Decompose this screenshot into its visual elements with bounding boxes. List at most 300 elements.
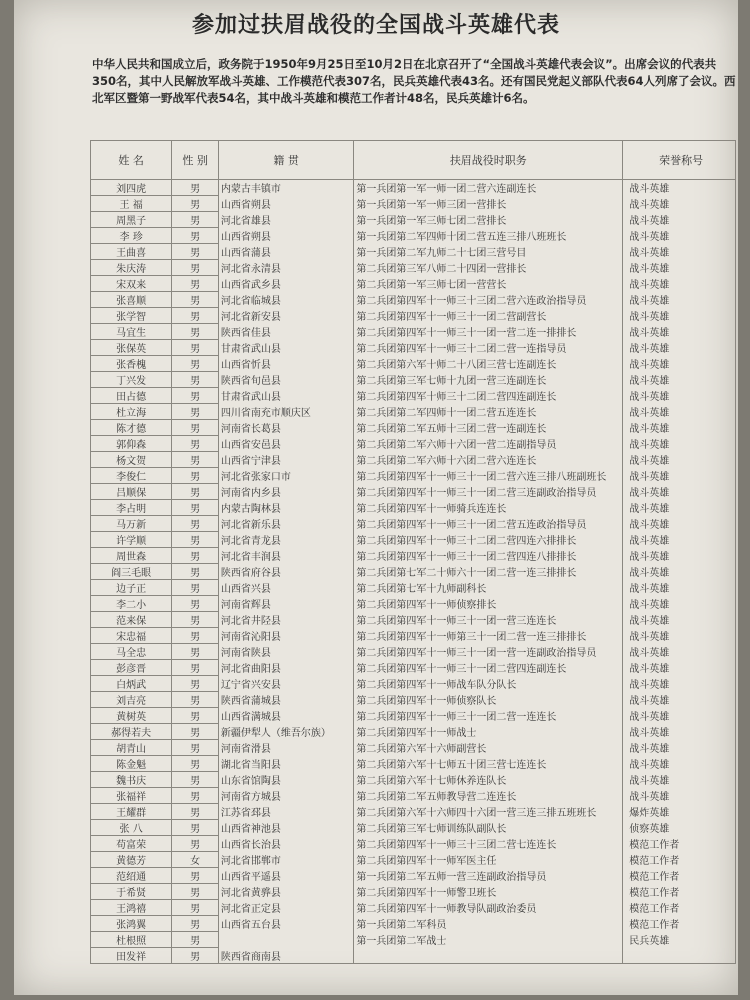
cell-honor: 战斗英雄	[623, 580, 736, 596]
cell-place: 新疆伊犁人（维吾尔族）	[218, 724, 354, 740]
table-row	[91, 804, 736, 820]
cell-honor: 战斗英雄	[623, 548, 736, 564]
table-row	[91, 228, 736, 244]
cell-honor: 战斗英雄	[623, 516, 736, 532]
cell-sex: 男	[172, 932, 219, 948]
cell-honor: 战斗英雄	[623, 404, 736, 420]
cell-duty: 第二兵团第六军十七师五十团三营七连连长	[354, 756, 623, 772]
cell-honor: 战斗英雄	[623, 660, 736, 676]
cell-honor: 战斗英雄	[623, 468, 736, 484]
cell-sex: 男	[172, 420, 219, 436]
cell-place: 河北省井陉县	[218, 612, 354, 628]
cell-duty: 第二兵团第四军十师三十二团二营四连副连长	[354, 388, 623, 404]
cell-sex: 男	[172, 820, 219, 836]
cell-sex: 男	[172, 196, 219, 212]
cell-place: 河北省新乐县	[218, 516, 354, 532]
cell-honor: 战斗英雄	[623, 276, 736, 292]
table-row	[91, 836, 736, 852]
cell-place: 甘肃省武山县	[218, 388, 354, 404]
exhibit-sheet	[14, 0, 738, 995]
cell-duty: 第一兵团第一军一师三团一营排长	[354, 196, 623, 212]
table-row	[91, 580, 736, 596]
cell-duty: 第二兵团第二军六师十六团一营二连副指导员	[354, 436, 623, 452]
cell-sex: 男	[172, 548, 219, 564]
cell-honor: 战斗英雄	[623, 772, 736, 788]
cell-duty: 第一兵团第二军科员	[354, 916, 623, 932]
header-place: 籍 贯	[218, 141, 354, 180]
cell-name: 黄树英	[91, 708, 172, 724]
cell-duty: 第二兵团第二军五师教导营二连连长	[354, 788, 623, 804]
cell-sex: 男	[172, 532, 219, 548]
cell-place: 山西省兴县	[218, 580, 354, 596]
cell-name: 彭彦晋	[91, 660, 172, 676]
table-row	[91, 564, 736, 580]
table-row	[91, 772, 736, 788]
cell-place: 河北省永清县	[218, 260, 354, 276]
table-row	[91, 356, 736, 372]
intro-paragraph	[92, 56, 737, 107]
cell-name: 张学智	[91, 308, 172, 324]
cell-sex: 男	[172, 340, 219, 356]
cell-name: 苟富荣	[91, 836, 172, 852]
cell-honor: 战斗英雄	[623, 196, 736, 212]
cell-name: 陈金魁	[91, 756, 172, 772]
cell-place: 陕西省佳县	[218, 324, 354, 340]
cell-name: 张香槐	[91, 356, 172, 372]
cell-place: 山西省安邑县	[218, 436, 354, 452]
cell-duty: 第一兵团第二军五师一营三连副政治指导员	[354, 868, 623, 884]
cell-sex: 男	[172, 708, 219, 724]
table-row	[91, 324, 736, 340]
cell-honor: 战斗英雄	[623, 628, 736, 644]
cell-sex: 男	[172, 564, 219, 580]
cell-duty: 第一兵团第二军四师十团二营五连三排八班班长	[354, 228, 623, 244]
cell-sex: 男	[172, 276, 219, 292]
cell-name: 丁兴发	[91, 372, 172, 388]
cell-duty: 第二兵团第四军十一师教导队副政治委员	[354, 900, 623, 916]
cell-place: 河南省辉县	[218, 596, 354, 612]
cell-duty: 第二兵团第六军十师二十八团三营七连副连长	[354, 356, 623, 372]
table-row	[91, 292, 736, 308]
cell-place: 山东省馆陶县	[218, 772, 354, 788]
cell-sex: 男	[172, 516, 219, 532]
cell-name: 宋忠福	[91, 628, 172, 644]
cell-honor	[623, 948, 736, 964]
table-row	[91, 532, 736, 548]
cell-honor: 战斗英雄	[623, 692, 736, 708]
cell-duty: 第二兵团第四军十一师三十一团二营五连政治指导员	[354, 516, 623, 532]
cell-name: 王 福	[91, 196, 172, 212]
cell-place: 河北省临城县	[218, 292, 354, 308]
cell-sex: 男	[172, 324, 219, 340]
cell-place: 甘肃省武山县	[218, 340, 354, 356]
cell-place: 陕西省旬邑县	[218, 372, 354, 388]
cell-place: 河北省新安县	[218, 308, 354, 324]
cell-honor: 战斗英雄	[623, 484, 736, 500]
cell-honor: 战斗英雄	[623, 756, 736, 772]
cell-duty: 第二兵团第六军十六师四十六团一营三连三排五班班长	[354, 804, 623, 820]
cell-honor: 模范工作者	[623, 836, 736, 852]
cell-place: 湖北省当阳县	[218, 756, 354, 772]
cell-name: 朱庆涛	[91, 260, 172, 276]
cell-duty: 第二兵团第四军十一师战车队分队长	[354, 676, 623, 692]
cell-sex: 男	[172, 244, 219, 260]
table-row	[91, 740, 736, 756]
cell-honor: 模范工作者	[623, 884, 736, 900]
cell-place: 四川省南充市顺庆区	[218, 404, 354, 420]
cell-duty: 第二兵团第四军十一师三十一团二营三连副政治指导员	[354, 484, 623, 500]
cell-duty: 第二兵团第六军十七师休养连队长	[354, 772, 623, 788]
cell-name: 许学顺	[91, 532, 172, 548]
cell-sex: 男	[172, 388, 219, 404]
cell-sex: 男	[172, 900, 219, 916]
cell-duty: 第二兵团第四军十一师三十一团一营一连副政治指导员	[354, 644, 623, 660]
cell-sex: 男	[172, 692, 219, 708]
cell-sex: 男	[172, 500, 219, 516]
cell-sex: 男	[172, 740, 219, 756]
cell-place: 山西省蒲县	[218, 244, 354, 260]
cell-sex: 男	[172, 468, 219, 484]
cell-sex: 男	[172, 836, 219, 852]
cell-name: 杜立海	[91, 404, 172, 420]
cell-duty: 第二兵团第四军十一师三十三团二营七连连长	[354, 836, 623, 852]
table-row	[91, 260, 736, 276]
table-row	[91, 420, 736, 436]
cell-sex: 男	[172, 628, 219, 644]
table-row	[91, 500, 736, 516]
cell-honor: 战斗英雄	[623, 708, 736, 724]
cell-name: 王曲喜	[91, 244, 172, 260]
cell-sex: 男	[172, 772, 219, 788]
cell-honor: 战斗英雄	[623, 356, 736, 372]
cell-name: 马万新	[91, 516, 172, 532]
cell-name: 范来保	[91, 612, 172, 628]
cell-honor: 战斗英雄	[623, 500, 736, 516]
table-row	[91, 436, 736, 452]
table-row	[91, 868, 736, 884]
cell-honor: 模范工作者	[623, 916, 736, 932]
cell-name: 范绍通	[91, 868, 172, 884]
table-row	[91, 548, 736, 564]
cell-honor: 战斗英雄	[623, 308, 736, 324]
table-row	[91, 948, 736, 964]
cell-duty: 第二兵团第四军十一师军医主任	[354, 852, 623, 868]
cell-place: 山西省朔县	[218, 196, 354, 212]
cell-honor: 战斗英雄	[623, 724, 736, 740]
cell-name: 宋双来	[91, 276, 172, 292]
cell-sex: 男	[172, 580, 219, 596]
table-row	[91, 852, 736, 868]
cell-sex: 男	[172, 868, 219, 884]
cell-duty: 第二兵团第四军十一师战士	[354, 724, 623, 740]
cell-place: 河南省内乡县	[218, 484, 354, 500]
table-row	[91, 644, 736, 660]
cell-honor: 战斗英雄	[623, 644, 736, 660]
cell-place: 山西省忻县	[218, 356, 354, 372]
cell-name: 周黑子	[91, 212, 172, 228]
cell-duty: 第二兵团第三军八师二十四团一营排长	[354, 260, 623, 276]
table-row	[91, 628, 736, 644]
cell-sex: 男	[172, 372, 219, 388]
table-row	[91, 884, 736, 900]
cell-duty: 第一兵团第一军三师七团二营排长	[354, 212, 623, 228]
cell-name: 杜根照	[91, 932, 172, 948]
cell-place: 河北省曲阳县	[218, 660, 354, 676]
table-row	[91, 372, 736, 388]
cell-place	[218, 932, 354, 948]
cell-name: 张喜顺	[91, 292, 172, 308]
cell-name: 黄德芳	[91, 852, 172, 868]
table-row	[91, 660, 736, 676]
cell-honor: 战斗英雄	[623, 388, 736, 404]
cell-name: 郭仰森	[91, 436, 172, 452]
cell-sex: 男	[172, 660, 219, 676]
cell-name: 白炳武	[91, 676, 172, 692]
cell-place: 河北省雄县	[218, 212, 354, 228]
cell-name: 周世森	[91, 548, 172, 564]
cell-name: 杨文贺	[91, 452, 172, 468]
cell-place: 河南省长葛县	[218, 420, 354, 436]
cell-name: 阎三毛眼	[91, 564, 172, 580]
cell-duty: 第一兵团第二军九师二十七团三营号目	[354, 244, 623, 260]
table-row	[91, 724, 736, 740]
cell-name: 王鸿禧	[91, 900, 172, 916]
header-sex: 性 别	[172, 141, 219, 180]
cell-duty: 第二兵团第四军十一师三十一团二营四连八排排长	[354, 548, 623, 564]
cell-duty: 第二兵团第四军十一师三十三团二营六连政治指导员	[354, 292, 623, 308]
page-title: 参加过扶眉战役的全国战斗英雄代表	[191, 13, 560, 38]
cell-honor: 战斗英雄	[623, 436, 736, 452]
table-row	[91, 276, 736, 292]
cell-name: 陈才德	[91, 420, 172, 436]
cell-sex: 男	[172, 676, 219, 692]
table-row	[91, 452, 736, 468]
cell-name: 李俊仁	[91, 468, 172, 484]
table-row	[91, 196, 736, 212]
cell-place: 河南省滑县	[218, 740, 354, 756]
cell-place: 陕西省蒲城县	[218, 692, 354, 708]
cell-honor: 模范工作者	[623, 852, 736, 868]
cell-name: 张 八	[91, 820, 172, 836]
cell-place: 河北省正定县	[218, 900, 354, 916]
table-row	[91, 308, 736, 324]
cell-honor: 战斗英雄	[623, 532, 736, 548]
cell-name: 边子正	[91, 580, 172, 596]
cell-sex: 男	[172, 292, 219, 308]
cell-place: 山西省朔县	[218, 228, 354, 244]
cell-place: 山西省长治县	[218, 836, 354, 852]
cell-place: 辽宁省兴安县	[218, 676, 354, 692]
cell-name: 吕顺保	[91, 484, 172, 500]
cell-name: 马全忠	[91, 644, 172, 660]
cell-duty: 第二兵团第一军三师七团一营营长	[354, 276, 623, 292]
cell-name: 马宜生	[91, 324, 172, 340]
cell-duty: 第一兵团第一军一师一团二营六连副连长	[354, 180, 623, 196]
cell-duty: 第二兵团第四军十一师警卫班长	[354, 884, 623, 900]
header-honor: 荣誉称号	[623, 141, 736, 180]
header-name: 姓 名	[91, 141, 172, 180]
cell-sex: 男	[172, 228, 219, 244]
cell-sex: 男	[172, 452, 219, 468]
cell-duty: 第二兵团第二军四师十一团二营五连连长	[354, 404, 623, 420]
cell-sex: 男	[172, 212, 219, 228]
cell-honor: 战斗英雄	[623, 420, 736, 436]
cell-sex: 男	[172, 804, 219, 820]
cell-place: 陕西省府谷县	[218, 564, 354, 580]
table-row	[91, 756, 736, 772]
cell-honor: 战斗英雄	[623, 292, 736, 308]
cell-honor: 战斗英雄	[623, 324, 736, 340]
cell-sex: 男	[172, 788, 219, 804]
cell-honor: 民兵英雄	[623, 932, 736, 948]
table-row	[91, 788, 736, 804]
cell-sex: 男	[172, 756, 219, 772]
cell-name: 郝得若夫	[91, 724, 172, 740]
cell-duty: 第二兵团第四军十一师侦察排长	[354, 596, 623, 612]
cell-sex: 男	[172, 948, 219, 964]
cell-place: 河北省张家口市	[218, 468, 354, 484]
cell-sex: 男	[172, 916, 219, 932]
cell-honor: 模范工作者	[623, 868, 736, 884]
cell-place: 内蒙古丰镇市	[218, 180, 354, 196]
cell-duty: 第二兵团第二军五师十三团二营一连副连长	[354, 420, 623, 436]
cell-place: 河北省青龙县	[218, 532, 354, 548]
cell-honor: 战斗英雄	[623, 244, 736, 260]
cell-place: 内蒙古陶林县	[218, 500, 354, 516]
cell-sex: 男	[172, 644, 219, 660]
cell-sex: 男	[172, 596, 219, 612]
cell-duty: 第二兵团第二军六师十六团二营六连连长	[354, 452, 623, 468]
cell-honor: 战斗英雄	[623, 180, 736, 196]
cell-duty: 第二兵团第四军十一师三十一团二营副营长	[354, 308, 623, 324]
cell-sex: 男	[172, 308, 219, 324]
cell-duty: 第二兵团第三军七师训练队副队长	[354, 820, 623, 836]
table-row	[91, 692, 736, 708]
cell-duty: 第二兵团第四军十一师第三十一团二营一连三排排长	[354, 628, 623, 644]
cell-place: 山西省宁津县	[218, 452, 354, 468]
cell-sex: 男	[172, 724, 219, 740]
table-row	[91, 340, 736, 356]
cell-name: 李 珍	[91, 228, 172, 244]
table-row	[91, 468, 736, 484]
table-row	[91, 676, 736, 692]
cell-sex: 男	[172, 436, 219, 452]
cell-name: 田发祥	[91, 948, 172, 964]
cell-sex: 男	[172, 884, 219, 900]
cell-honor: 战斗英雄	[623, 612, 736, 628]
cell-honor: 战斗英雄	[623, 212, 736, 228]
cell-honor: 战斗英雄	[623, 676, 736, 692]
cell-sex: 男	[172, 180, 219, 196]
cell-place: 山西省神池县	[218, 820, 354, 836]
cell-name: 田占德	[91, 388, 172, 404]
heroes-table	[90, 140, 736, 964]
table-row	[91, 708, 736, 724]
cell-duty: 第二兵团第七军二十师六十一团二营一连三排排长	[354, 564, 623, 580]
cell-duty: 第二兵团第六军十六师副营长	[354, 740, 623, 756]
table-row	[91, 516, 736, 532]
table-row	[91, 900, 736, 916]
cell-name: 于希贤	[91, 884, 172, 900]
cell-duty: 第二兵团第四军十一师三十一团二营六连三排八班副班长	[354, 468, 623, 484]
cell-sex: 男	[172, 404, 219, 420]
cell-place: 山西省五台县	[218, 916, 354, 932]
cell-name: 张保英	[91, 340, 172, 356]
cell-place: 江苏省邳县	[218, 804, 354, 820]
cell-name: 刘吉亮	[91, 692, 172, 708]
cell-duty: 第二兵团第四军十一师三十一团二营一连连长	[354, 708, 623, 724]
cell-duty: 第一兵团第二军战士	[354, 932, 623, 948]
header-duty: 扶眉战役时职务	[354, 141, 623, 180]
cell-duty: 第二兵团第四军十一师三十一团一营二连一排排长	[354, 324, 623, 340]
cell-duty	[354, 948, 623, 964]
cell-place: 陕西省商南县	[218, 948, 354, 964]
cell-duty: 第二兵团第七军十九师副科长	[354, 580, 623, 596]
cell-place: 河北省黄骅县	[218, 884, 354, 900]
table-row	[91, 596, 736, 612]
table-row	[91, 612, 736, 628]
cell-honor: 战斗英雄	[623, 340, 736, 356]
cell-place: 河南省陕县	[218, 644, 354, 660]
cell-sex: 男	[172, 260, 219, 276]
cell-duty: 第二兵团第四军十一师三十二团二营四连六排排长	[354, 532, 623, 548]
cell-duty: 第二兵团第四军十一师三十一团一营三连连长	[354, 612, 623, 628]
cell-name: 李占明	[91, 500, 172, 516]
cell-place: 河北省邯郸市	[218, 852, 354, 868]
cell-sex: 男	[172, 612, 219, 628]
cell-sex: 男	[172, 356, 219, 372]
cell-duty: 第二兵团第四军十一师三十二团二营一连指导员	[354, 340, 623, 356]
table-row	[91, 484, 736, 500]
table-row	[91, 820, 736, 836]
cell-honor: 战斗英雄	[623, 452, 736, 468]
cell-name: 张鸿翼	[91, 916, 172, 932]
cell-place: 山西省平遥县	[218, 868, 354, 884]
cell-name: 张福祥	[91, 788, 172, 804]
table-row	[91, 916, 736, 932]
table-row	[91, 932, 736, 948]
table-row	[91, 404, 736, 420]
table-row	[91, 180, 736, 196]
cell-place: 山西省武乡县	[218, 276, 354, 292]
cell-name: 刘四虎	[91, 180, 172, 196]
cell-place: 河北省丰润县	[218, 548, 354, 564]
cell-name: 王耀群	[91, 804, 172, 820]
cell-name: 魏书庆	[91, 772, 172, 788]
cell-sex: 男	[172, 484, 219, 500]
cell-honor: 战斗英雄	[623, 228, 736, 244]
cell-honor: 爆炸英雄	[623, 804, 736, 820]
cell-honor: 模范工作者	[623, 900, 736, 916]
table-header-row	[91, 141, 736, 180]
cell-honor: 战斗英雄	[623, 740, 736, 756]
cell-duty: 第二兵团第四军十一师侦察队长	[354, 692, 623, 708]
cell-duty: 第二兵团第三军七师十九团一营三连副连长	[354, 372, 623, 388]
cell-place: 河南省沁阳县	[218, 628, 354, 644]
cell-honor: 战斗英雄	[623, 564, 736, 580]
table-row	[91, 388, 736, 404]
cell-duty: 第二兵团第四军十一师三十一团二营四连副连长	[354, 660, 623, 676]
cell-name: 李二小	[91, 596, 172, 612]
cell-place: 山西省满城县	[218, 708, 354, 724]
cell-duty: 第二兵团第四军十一师骑兵连连长	[354, 500, 623, 516]
cell-place: 河南省方城县	[218, 788, 354, 804]
cell-sex: 女	[172, 852, 219, 868]
cell-honor: 战斗英雄	[623, 788, 736, 804]
cell-name: 胡青山	[91, 740, 172, 756]
intro-text: 中华人民共和国成立后，政务院于1950年9月25日至10月2日在北京召开了“全国战斗英雄代表会议”。出席会议的代表共350名，其中人民解放军战斗英雄、工作模范代表307名，民兵英雄代表43名。还有国民党起义部队代表64人列席了会议。西北军区暨第一野战军代表54名，其中战斗英雄和模范工作者计48名，民兵英雄计6名。	[92, 57, 736, 105]
cell-honor: 战斗英雄	[623, 372, 736, 388]
